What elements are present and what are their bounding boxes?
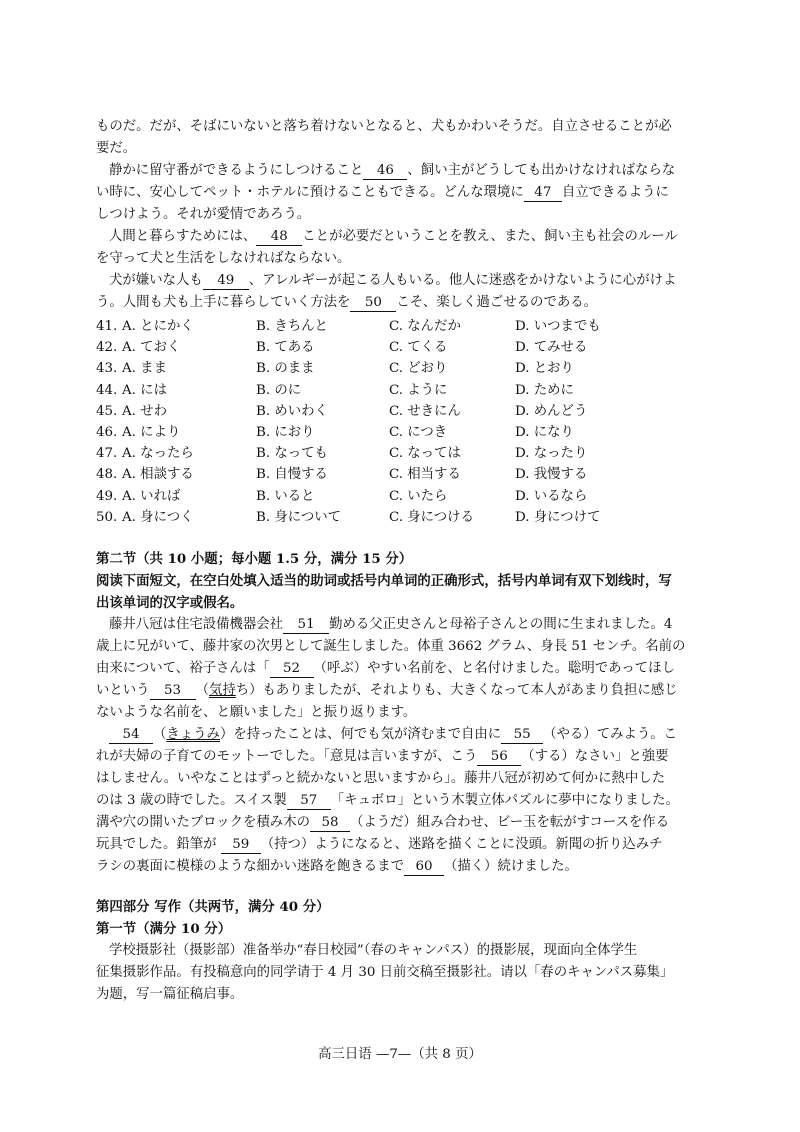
option-row [96,443,710,464]
passage-line: ものだ。だが、そばにいないと落ち着けないとなると、犬もかわいそうだ。自立させることが必 [96,119,672,134]
blank-47: 47 [524,185,562,202]
option-row [96,337,710,358]
blank-53: 53 [150,683,196,700]
passage-line: しつけよう。それが愛情であろう。 [96,207,311,222]
blank-57: 57 [287,793,331,810]
passage-line: 人間と暮らすためには、 48 ことが必要だということを教え、また、飼い主も社会のルール [109,229,678,244]
option-row [96,486,710,507]
option-d: D. ために [515,382,574,398]
prompt-line: 征集摄影作品。有投稿意向的同学请于 4 月 30 日前交稿至摄影社。请以「春のキャンパス募集」 [96,964,674,980]
blank-59: 59 [221,837,261,854]
passage-line: のは 3 歳の時でした。スイス製 57 「キュボロ」という木製立体パズルに夢中になりました。 [96,792,679,808]
passage-line: 由来について、裕子さんは「 52 （呼ぶ）やすい名前を、と名付けました。聡明であってほし [96,660,675,676]
passage-line: 要だ。 [96,141,137,156]
option-d: D. なったり [515,446,588,462]
option-row [96,316,710,337]
option-c: C. ように [389,382,448,398]
option-b: B. きちんと [256,319,328,334]
option-c: C. てくる [389,340,448,356]
option-row [96,507,710,528]
blank-60: 60 [404,859,444,876]
blank-56: 56 [477,749,521,766]
passage-line: を守って犬と生活をしなければならない。 [96,251,351,266]
blank-51: 51 [283,617,329,634]
blank-52: 52 [270,661,314,678]
option-b: B. のに [256,382,302,398]
option-c: C. なっては [389,446,461,462]
option-d: D. 我慢する [515,467,588,483]
option-d: D. いるなら [515,488,588,504]
blank-55: 55 [501,727,543,744]
section-instruction: 出该单词的汉字或假名。 [96,594,244,611]
blank-54: 54 [109,727,153,744]
option-a: A. ておく [122,340,181,356]
question-number: 48. [96,467,118,483]
blank-50: 50 [350,295,396,312]
option-b: B. てある [256,340,315,356]
section-heading: 第二节（共 10 小题；每小题 1.5 分，满分 15 分） [96,550,413,567]
option-c: C. せきにん [389,403,461,419]
option-c: C. 相当する [389,467,461,483]
question-number: 47. [96,446,118,462]
passage-line: 静かに留守番ができるようにしつけること 46 、飼い主がどうしても出かけなければならな [109,163,676,178]
option-a: A. いれば [122,488,181,504]
question-number: 43. [96,361,118,377]
question-number: 42. [96,340,118,356]
passage-line: う。人間も犬も上手に暮らしていく方法を 50 こそ、楽しく過ごせるのである。 [96,295,598,310]
prompt-line: 学校摄影社（摄影部）准备举办“春日校园”（春のキャンパス）的摄影展，现面向全体学生 [109,942,638,958]
passage-line: はしません。いやなことはずっと続かないと思いますから」。藤井八冠が初めて何かに熱中した [96,770,666,786]
question-number: 41. [96,319,118,334]
blank-58: 58 [310,815,350,832]
option-row [96,422,710,443]
prompt-line: 为题，写一篇征稿启事。 [96,986,244,1002]
passage-line: 歳上に兄がいて、藤井家の次男として誕生しました。体重 3662 グラム、身長 51 センチ。名前の [96,638,686,654]
passage-line: い時に、安心してペット・ホテルに預けることもできる。どんな環境に 47 自立できるように [96,185,669,200]
option-b: B. めいわく [256,403,328,419]
option-c: C. なんだか [389,319,461,334]
option-d: D. いつまでも [515,319,601,334]
option-c: C. 身につける [389,509,474,525]
section-instruction: 阅读下面短文，在空白处填入适当的助词或括号内单词的正确形式，括号内单词有双下划线时，写 [96,572,672,589]
option-a: A. せわ [122,403,167,419]
double-underlined-word: きょうみ [166,726,220,742]
blank-46: 46 [363,163,407,180]
question-number: 50. [96,509,118,525]
exam-page [96,116,710,1006]
passage-line: ラシの裏面に模様のような細かい迷路を飽きるまで 60 （描く）続けました。 [96,858,578,874]
passage-line: 犬が嫌いな人も 49 、アレルギーが起こる人もいる。他人に迷惑をかけないように心がけよ [109,273,677,288]
question-number: 46. [96,424,118,440]
option-a: A. には [122,382,167,398]
option-a: A. 相談する [122,467,194,483]
option-row [96,380,710,401]
option-b: B. のまま [256,361,315,377]
passage-line: 溝や穴の開いたブロックを積み木の 58 （ようだ）組み合わせ、ビー玉を転がすコースを作る [96,814,670,830]
option-a: A. により [122,424,181,440]
option-b: B. なっても [256,446,328,462]
option-row [96,401,710,422]
option-d: D. になり [515,424,574,440]
passage-line: 藤井八冠は住宅設備機器会社 51 勤める父正史さんと母裕子さんとの間に生まれました。4 [109,616,673,632]
option-c: C. どおり [389,361,448,377]
option-row [96,358,710,379]
option-d: D. 身につけて [515,509,601,525]
options-list [96,316,710,528]
passage-line: 玩具でした。鉛筆が 59 （持つ）ようになると、迷路を描くことに没頭。新聞の折り込みチ [96,836,663,852]
option-row [96,464,710,485]
double-underlined-word: 気持 [208,682,236,698]
passage-line: 54 （きょうみ）を持ったことは、何でも気が済むまで自由に 55 （やる）てみよう。こ [96,724,710,746]
option-b: B. いると [256,488,315,504]
option-c: C. につき [389,424,448,440]
blank-48: 48 [256,229,302,246]
option-b: B. 自慢する [256,467,328,483]
option-a: A. なったら [122,446,194,462]
option-c: C. いたら [389,488,448,504]
option-d: D. てみせる [515,340,588,356]
option-a: A. 身につく [122,509,194,525]
option-a: A. とにかく [122,319,194,334]
option-a: A. まま [122,361,167,377]
passage-line: れが夫婦の子育てのモットーでした。「意見は言いますが、こう 56 （する）なさい」と強要 [96,748,669,764]
page-footer: 高三日语 —7—（共 8 页） [318,1047,482,1062]
question-number: 44. [96,382,118,398]
passage-line: いという 53 （気持ち）もありましたが、それよりも、大きくなって本人があまり負担に感じ [96,682,678,698]
subsection-heading: 第一节（满分 10 分） [96,920,232,937]
question-number: 45. [96,403,118,419]
option-b: B. におり [256,424,315,440]
passage-line: ないような名前を、と願いました」と振り返ります。 [96,704,417,720]
part-heading: 第四部分 写作（共两节，满分 40 分） [96,898,330,915]
option-b: B. 身について [256,509,342,525]
option-d: D. めんどう [515,403,588,419]
blank-49: 49 [203,273,249,290]
option-d: D. とおり [515,361,574,377]
question-number: 49. [96,488,118,504]
